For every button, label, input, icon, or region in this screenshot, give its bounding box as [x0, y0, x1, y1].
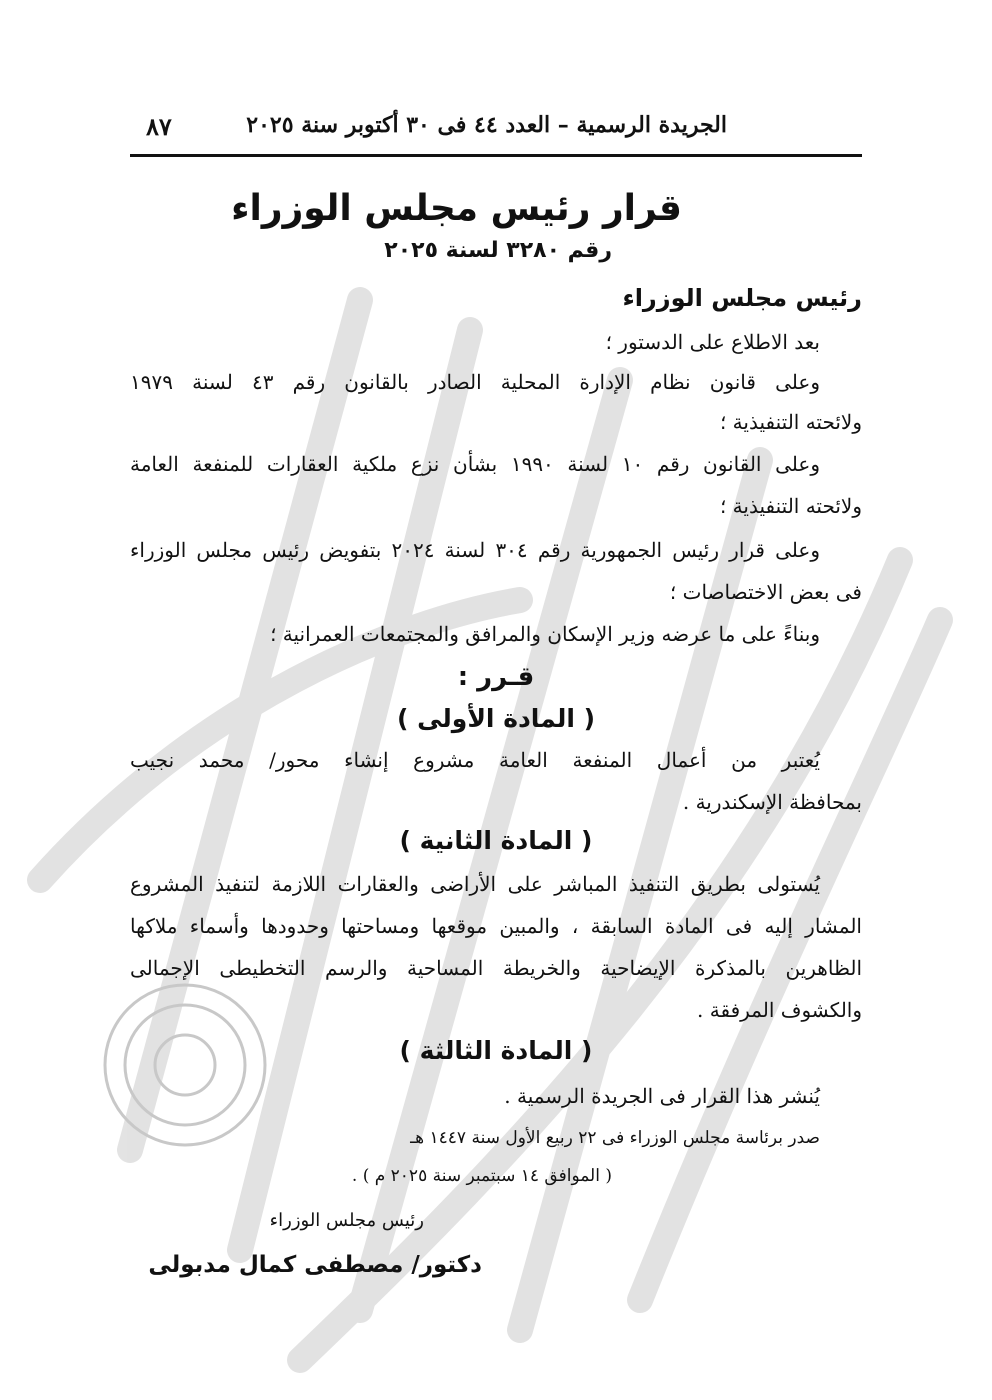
preamble-line: وعلى قرار رئيس الجمهورية رقم ٣٠٤ لسنة ٢٠٢٤ بتفويض رئيس مجلس الوزراء: [130, 538, 821, 562]
issuance-date-hijri: صدر برئاسة مجلس الوزراء فى ٢٢ ربيع الأول سنة ١٤٤٧ هـ: [410, 1128, 820, 1148]
article-heading: ( المادة الأولى ): [396, 704, 596, 733]
decree-number: رقم ٣٢٨٠ لسنة ٢٠٢٥: [384, 238, 612, 263]
preamble-line: ولائحته التنفيذية ؛: [719, 494, 862, 518]
signatory-name: دكتور/ مصطفى كمال مدبولى: [148, 1252, 482, 1278]
article-line: يُنشر هذا القرار فى الجريدة الرسمية .: [504, 1084, 820, 1108]
article-heading: ( المادة الثالثة ): [399, 1036, 593, 1065]
page-number: ٨٧: [146, 112, 172, 141]
header-title: الجريدة الرسمية – العدد ٤٤ فى ٣٠ أكتوبر سنة ٢٠٢٥: [246, 112, 727, 138]
article-line: المشار إليه فى المادة السابقة ، والمبين موقعها ومساحتها وحدودها وأسماء ملاكها: [130, 914, 862, 938]
decree-title: قرار رئيس مجلس الوزراء: [231, 188, 682, 229]
article-line: يُستولى بطريق التنفيذ المباشر على الأراضى والعقارات اللازمة لتنفيذ المشروع: [130, 872, 820, 896]
article-line: والكشوف المرفقة .: [697, 998, 862, 1022]
preamble-line: وعلى قانون نظام الإدارة المحلية الصادر بالقانون رقم ٤٣ لسنة ١٩٧٩: [130, 370, 820, 394]
article-line: بمحافظة الإسكندرية .: [682, 790, 862, 814]
signatory-title: رئيس مجلس الوزراء: [269, 1210, 424, 1231]
issuance-date-gregorian: ( الموافق ١٤ سبتمبر سنة ٢٠٢٥ م ) .: [351, 1166, 612, 1186]
preamble-line: ولائحته التنفيذية ؛: [719, 410, 862, 434]
article-heading: ( المادة الثانية ): [399, 826, 593, 855]
preamble-line: بعد الاطلاع على الدستور ؛: [605, 330, 820, 354]
article-line: الظاهرين بالمذكرة الإيضاحية والخريطة المساحية والرسم التخطيطى الإجمالى: [130, 956, 862, 980]
article-line: يُعتبر من أعمال المنفعة العامة مشروع إنشاء محور/ محمد نجيب: [130, 748, 821, 772]
preamble-line: وبناءً على ما عرضه وزير الإسكان والمرافق والمجتمعات العمرانية ؛: [270, 622, 820, 646]
preamble-line: فى بعض الاختصاصات ؛: [669, 580, 862, 604]
decree-author: رئيس مجلس الوزراء: [622, 284, 862, 312]
decided-heading: قـرر :: [457, 662, 535, 692]
header-divider: [130, 154, 862, 157]
page-header: [130, 112, 862, 148]
preamble-line: وعلى القانون رقم ١٠ لسنة ١٩٩٠ بشأن نزع ملكية العقارات للمنفعة العامة: [130, 452, 820, 476]
